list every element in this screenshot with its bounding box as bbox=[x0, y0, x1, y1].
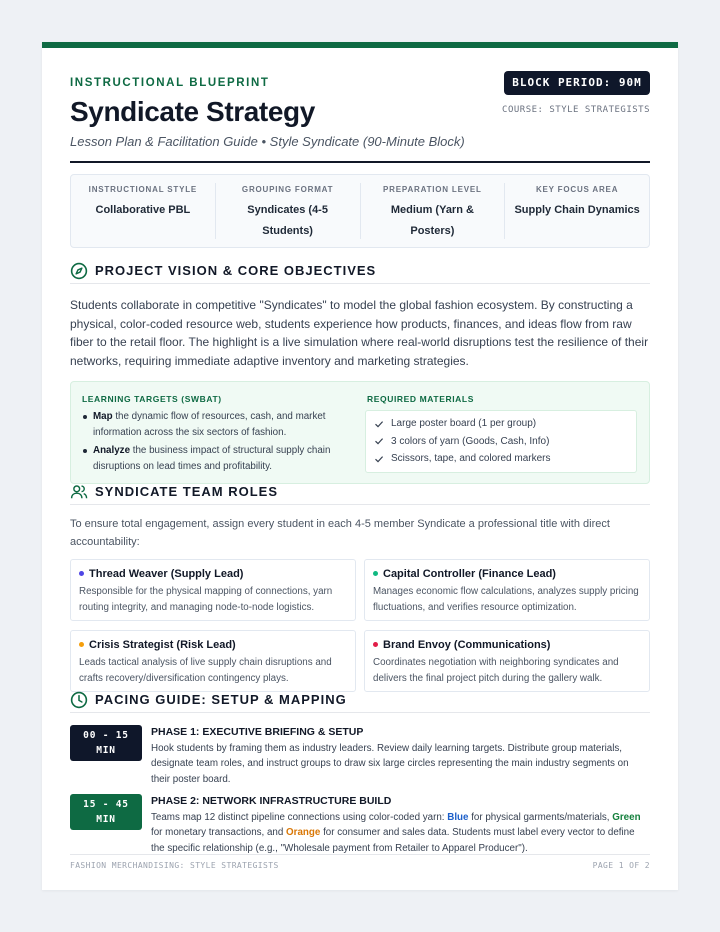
page-footer bbox=[70, 854, 650, 870]
list-item bbox=[374, 450, 628, 468]
meta-value: Supply Chain Dynamics bbox=[514, 204, 640, 216]
section-header-vision bbox=[70, 262, 650, 284]
materials-heading: REQUIRED MATERIALS bbox=[367, 394, 474, 404]
role-dot bbox=[373, 642, 378, 647]
target-text: the dynamic flow of resources, cash, and market information across the six sectors of fashion. bbox=[93, 411, 326, 438]
material-label: Scissors, tape, and colored markers bbox=[391, 453, 551, 464]
check-icon bbox=[374, 419, 384, 429]
target-verb: Analyze bbox=[93, 445, 131, 456]
target-text: the business impact of structural supply chain disruptions on lead times and profitability. bbox=[93, 445, 331, 472]
meta-instructional-style bbox=[71, 183, 216, 239]
eyebrow-label: INSTRUCTIONAL BLUEPRINT bbox=[70, 77, 270, 89]
meta-key-focus bbox=[505, 183, 649, 239]
role-dot bbox=[373, 571, 378, 576]
role-description: Leads tactical analysis of live supply chain disruptions and crafts recovery/diversification contingency plays. bbox=[79, 657, 332, 684]
check-icon bbox=[374, 436, 384, 446]
role-card-capital-controller bbox=[364, 559, 650, 621]
course-label: COURSE: STYLE STRATEGISTS bbox=[502, 105, 650, 115]
role-description: Responsible for the physical mapping of connections, yarn routing integrity, and managing node-to-node logistics. bbox=[79, 586, 333, 613]
yarn-blue-label: Blue bbox=[447, 812, 469, 823]
meta-value: Collaborative PBL bbox=[95, 204, 191, 216]
section-header-pacing bbox=[70, 691, 650, 713]
roles-intro-text: To ensure total engagement, assign every student in each 4-5 member Syndicate a professional title with direct accountability: bbox=[70, 518, 610, 548]
role-title-text: Capital Controller (Finance Lead) bbox=[383, 567, 556, 580]
yarn-orange-label: Orange bbox=[286, 827, 321, 839]
material-label: 3 colors of yarn (Goods, Cash, Info) bbox=[391, 435, 550, 447]
role-card-brand-envoy bbox=[364, 630, 650, 692]
desc-text: for consumer and sales data. Students must label every vector to define the specific relationship (e.g., "Wholesale payment from Retailer to Apparel Producer"). bbox=[151, 827, 635, 854]
section-title: PACING GUIDE: SETUP & MAPPING bbox=[95, 692, 347, 707]
section-title: SYNDICATE TEAM ROLES bbox=[95, 484, 278, 499]
objectives-panel bbox=[70, 381, 650, 484]
phase-time-range: 00 - 15 bbox=[83, 730, 129, 741]
document-page bbox=[42, 42, 678, 890]
desc-text: for monetary transactions, and bbox=[151, 827, 287, 839]
role-dot bbox=[79, 642, 84, 647]
role-card-crisis-strategist bbox=[70, 630, 356, 692]
phase-2-title: PHASE 2: NETWORK INFRASTRUCTURE BUILD bbox=[151, 795, 392, 807]
users-icon bbox=[70, 483, 88, 501]
yarn-green-label: Green bbox=[612, 812, 641, 823]
list-item bbox=[82, 443, 352, 474]
list-item bbox=[82, 409, 352, 440]
clock-icon bbox=[70, 691, 88, 709]
meta-label: GROUPING FORMAT bbox=[241, 185, 334, 194]
compass-icon bbox=[70, 262, 88, 280]
meta-value: Medium (Yarn & Posters) bbox=[390, 204, 474, 237]
page-number: PAGE 1 OF 2 bbox=[592, 861, 650, 870]
meta-grouping-format bbox=[216, 183, 361, 239]
desc-text: for physical garments/materials, bbox=[468, 812, 613, 823]
role-title bbox=[373, 637, 641, 652]
materials-list bbox=[365, 410, 637, 473]
role-description: Manages economic flow calculations, analyzes supply pricing fluctuations, and verifies resource optimization. bbox=[373, 586, 639, 613]
role-description: Coordinates negotiation with neighboring syndicates and delivers the final project pitch during the gallery walk. bbox=[373, 657, 619, 684]
block-period-badge: BLOCK PERIOD: 90M bbox=[504, 71, 650, 95]
role-title-text: Crisis Strategist (Risk Lead) bbox=[89, 638, 236, 651]
phase-2-time-tag bbox=[70, 794, 142, 830]
learning-targets-list bbox=[82, 409, 352, 477]
footer-course: FASHION MERCHANDISING: STYLE STRATEGISTS bbox=[70, 861, 279, 870]
desc-text: Teams map 12 distinct pipeline connections using color-coded yarn: bbox=[151, 812, 448, 823]
meta-preparation-level bbox=[361, 183, 506, 239]
role-title bbox=[373, 566, 641, 581]
page-subtitle: Lesson Plan & Facilitation Guide • Style Syndicate (90-Minute Block) bbox=[70, 134, 465, 149]
role-dot bbox=[79, 571, 84, 576]
material-label: Large poster board (1 per group) bbox=[391, 418, 537, 429]
role-title-text: Brand Envoy (Communications) bbox=[383, 638, 551, 651]
phase-time-unit: MIN bbox=[96, 745, 116, 756]
meta-label: KEY FOCUS AREA bbox=[535, 185, 619, 194]
list-item bbox=[374, 433, 628, 451]
phase-1-time-tag bbox=[70, 725, 142, 761]
check-icon bbox=[374, 454, 384, 464]
phase-time-range: 15 - 45 bbox=[83, 799, 129, 810]
phase-2-description bbox=[151, 810, 650, 856]
learning-targets-heading: LEARNING TARGETS (SWBAT) bbox=[82, 394, 222, 404]
phase-time-unit: MIN bbox=[96, 814, 116, 825]
meta-label: PREPARATION LEVEL bbox=[383, 185, 482, 194]
role-title-text: Thread Weaver (Supply Lead) bbox=[89, 567, 244, 580]
phase-1-description: Hook students by framing them as industry leaders. Review daily learning targets. Distribute group materials, designate team roles, and instruct groups to draw six large circles representing the main industry segments on their poster board. bbox=[151, 743, 629, 785]
meta-value: Syndicates (4-5 Students) bbox=[247, 204, 328, 237]
page-title: Syndicate Strategy bbox=[70, 96, 315, 127]
role-card-thread-weaver bbox=[70, 559, 356, 621]
phase-1-title: PHASE 1: EXECUTIVE BRIEFING & SETUP bbox=[151, 726, 364, 738]
role-title bbox=[79, 637, 347, 652]
section-header-roles bbox=[70, 483, 650, 505]
section-title: PROJECT VISION & CORE OBJECTIVES bbox=[95, 263, 377, 278]
header-divider bbox=[70, 161, 650, 163]
target-verb: Map bbox=[93, 411, 113, 422]
lesson-meta-bar bbox=[70, 174, 650, 248]
list-item bbox=[374, 415, 628, 433]
meta-label: INSTRUCTIONAL STYLE bbox=[88, 185, 198, 194]
role-title bbox=[79, 566, 347, 581]
vision-paragraph: Students collaborate in competitive "Syndicates" to model the global fashion ecosystem. By constructing a physical, color-coded resource web, students experience how products, finances, and ideas flow from raw fiber to the retail floor. The highlight is a live simulation where real-world disruptions test the resilience of their networks, requiring immediate adaptive inventory and marketing strategies. bbox=[70, 298, 649, 368]
